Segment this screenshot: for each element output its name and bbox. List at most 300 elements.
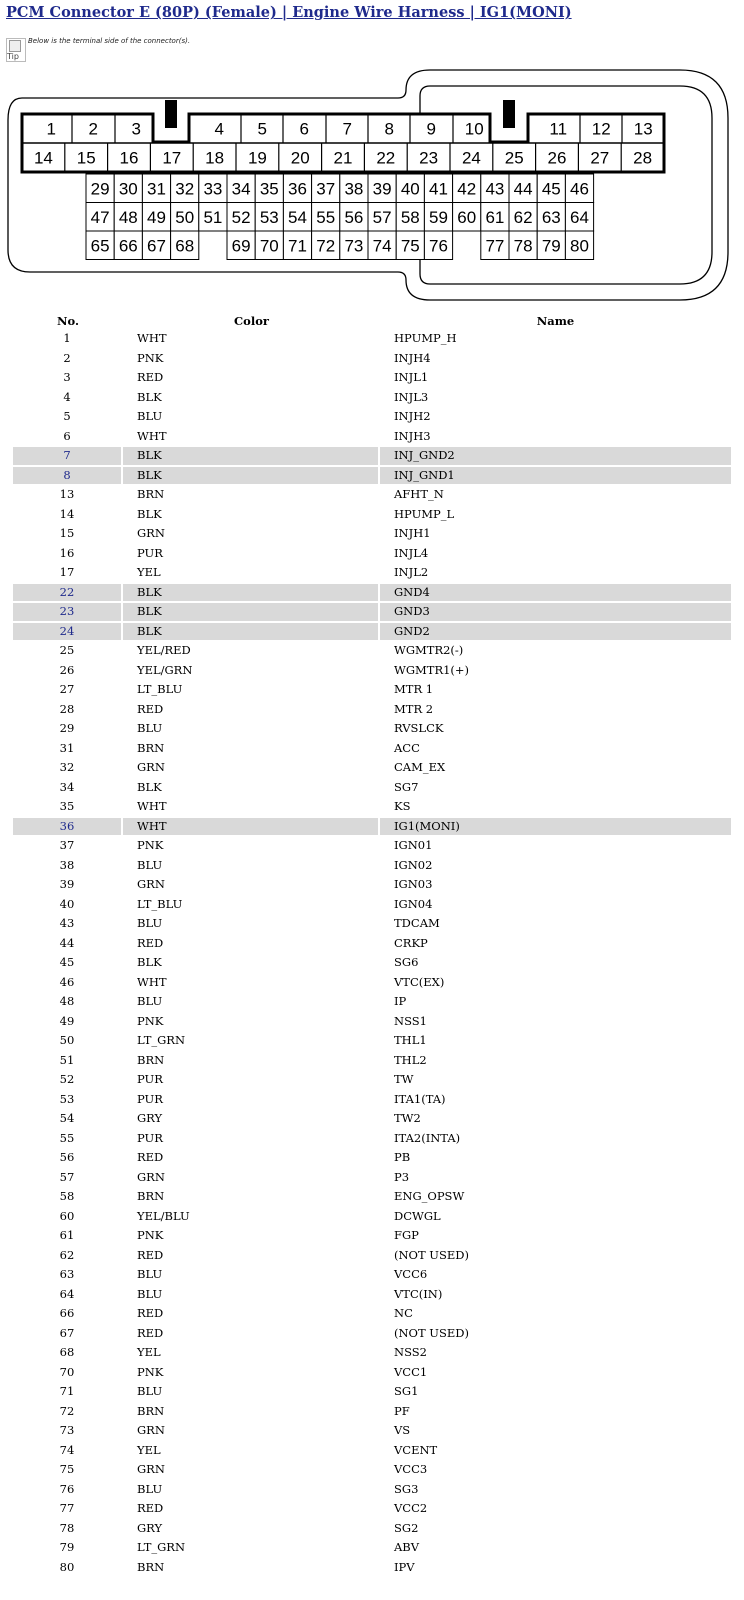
cell-no: 29 — [13, 720, 123, 738]
cell-name: SG6 — [394, 955, 419, 969]
cell-no: 73 — [13, 1422, 123, 1440]
table-row — [13, 330, 731, 348]
cell-color: YEL/BLU — [123, 1208, 380, 1226]
table-row — [13, 1130, 731, 1148]
table-row — [13, 1422, 731, 1440]
cell-name: AFHT_N — [394, 487, 444, 501]
cell-no[interactable]: 36 — [13, 818, 123, 836]
cell-name: IGN03 — [394, 877, 433, 891]
table-row — [13, 954, 731, 972]
cell-color: YEL — [123, 1442, 380, 1460]
cell-no: 56 — [13, 1149, 123, 1167]
table-row — [13, 525, 731, 543]
cell-no: 39 — [13, 876, 123, 894]
table-row — [13, 935, 731, 953]
cell-color: BRN — [123, 1403, 380, 1421]
cell-color: RED — [123, 1500, 380, 1518]
pin-label: 18 — [205, 148, 225, 168]
table-row — [13, 1032, 731, 1050]
cell-no: 17 — [13, 564, 123, 582]
table-row — [13, 1071, 731, 1089]
cell-name: KS — [394, 799, 411, 813]
cell-no[interactable]: 23 — [13, 603, 123, 621]
table-row — [13, 1305, 731, 1323]
page-title[interactable]: PCM Connector E (80P) (Female) | Engine Wire Harness | IG1(MONI) — [6, 4, 572, 21]
pin-label: 30 — [118, 179, 138, 199]
tip-icon — [6, 38, 26, 62]
cell-name: THL2 — [394, 1052, 427, 1067]
cell-no: 25 — [13, 642, 123, 660]
cell-color: WHT — [123, 798, 380, 816]
cell-color: GRN — [123, 525, 380, 543]
pin-label: 42 — [457, 179, 477, 199]
cell-color: BLU — [123, 1481, 380, 1499]
cell-no: 1 — [13, 330, 123, 348]
cell-no: 32 — [13, 759, 123, 777]
cell-color: PUR — [123, 1091, 380, 1109]
cell-name: INJL3 — [394, 389, 429, 404]
cell-name: INJH2 — [394, 409, 431, 423]
cell-color: RED — [123, 1325, 380, 1343]
cell-no: 46 — [13, 974, 123, 992]
cell-name: INJH4 — [394, 350, 431, 365]
pin-label: 51 — [203, 207, 223, 227]
cell-name: IPV — [394, 1559, 415, 1574]
cell-name: MTR 2 — [394, 701, 434, 716]
table-row — [13, 486, 731, 504]
pin-label: 66 — [118, 236, 138, 256]
cell-color: BLK — [123, 779, 380, 797]
pin-label: 25 — [504, 148, 524, 168]
cell-no[interactable]: 8 — [13, 467, 123, 485]
pin-label: 67 — [147, 236, 166, 256]
cell-name: INJ_GND1 — [380, 467, 731, 485]
cell-color: BLK — [123, 623, 380, 641]
pin-label: 59 — [429, 207, 448, 227]
tip-text: Below is the terminal side of the connector(s). — [28, 37, 191, 45]
pin-label: 24 — [461, 148, 481, 168]
cell-name: INJL1 — [394, 370, 429, 384]
cell-color: LT_BLU — [123, 681, 380, 699]
cell-color: RED — [123, 701, 380, 719]
cell-name: THL1 — [394, 1033, 427, 1047]
table-row — [13, 779, 731, 797]
table-row — [13, 584, 731, 602]
table-row — [13, 1461, 731, 1479]
pin-label: 34 — [231, 179, 251, 199]
cell-no: 51 — [13, 1052, 123, 1070]
cell-color: WHT — [123, 428, 380, 446]
cell-no: 6 — [13, 428, 123, 446]
pin-label: 64 — [570, 207, 589, 227]
pin-label: 8 — [384, 119, 394, 139]
cell-color: BRN — [123, 1559, 380, 1577]
cell-no: 38 — [13, 857, 123, 875]
cell-no: 63 — [13, 1266, 123, 1284]
cell-color: WHT — [123, 330, 380, 348]
cell-color: BRN — [123, 1052, 380, 1070]
col-header-color: Color — [234, 314, 269, 328]
table-row — [13, 876, 731, 894]
table-row — [13, 1520, 731, 1538]
pin-label: 22 — [376, 148, 396, 168]
pin-label: 77 — [485, 236, 505, 256]
cell-color: BLU — [123, 857, 380, 875]
pin-label: 44 — [513, 179, 533, 199]
cell-name: NSS1 — [394, 1013, 427, 1028]
table-row — [13, 1091, 731, 1109]
pin-label: 79 — [541, 236, 561, 256]
cell-color: BLK — [123, 467, 380, 485]
pin-label: 23 — [419, 148, 439, 168]
table-row — [13, 1539, 731, 1557]
cell-no: 43 — [13, 915, 123, 933]
table-row — [13, 1286, 731, 1304]
cell-no: 78 — [13, 1520, 123, 1538]
table-row — [13, 1052, 731, 1070]
cell-no: 68 — [13, 1344, 123, 1362]
cell-no: 71 — [13, 1383, 123, 1401]
tip-label: Tip — [7, 52, 19, 61]
connector-diagram — [0, 66, 744, 312]
pin-label: 61 — [485, 207, 505, 227]
cell-name: ITA1(TA) — [394, 1091, 446, 1106]
cell-name: IG1(MONI) — [380, 818, 731, 836]
table-row — [13, 389, 731, 407]
pin-label: 50 — [175, 207, 195, 227]
cell-no: 58 — [13, 1188, 123, 1206]
pin-label: 20 — [290, 148, 310, 168]
cell-name: PF — [394, 1403, 410, 1418]
pin-label: 72 — [316, 236, 336, 256]
cell-color: PNK — [123, 1364, 380, 1382]
cell-no: 52 — [13, 1071, 123, 1089]
cell-no: 67 — [13, 1325, 123, 1343]
cell-name: VS — [394, 1423, 411, 1437]
table-row — [13, 720, 731, 738]
table-row — [13, 1559, 731, 1577]
cell-name: IGN02 — [394, 857, 433, 872]
cell-color: GRN — [123, 1169, 380, 1187]
pin-label: 2 — [88, 119, 98, 139]
cell-no: 48 — [13, 993, 123, 1011]
cell-name: WGMTR2(-) — [394, 643, 464, 657]
cell-no: 35 — [13, 798, 123, 816]
cell-no: 62 — [13, 1247, 123, 1265]
table-row — [13, 467, 731, 485]
cell-color: PUR — [123, 1130, 380, 1148]
cell-no: 3 — [13, 369, 123, 387]
cell-name: ENG_OPSW — [394, 1189, 465, 1203]
cell-no: 77 — [13, 1500, 123, 1518]
table-row — [13, 857, 731, 875]
pin-label: 5 — [257, 119, 267, 139]
pin-label: 32 — [175, 179, 195, 199]
cell-no: 53 — [13, 1091, 123, 1109]
table-row — [13, 506, 731, 524]
cell-no[interactable]: 22 — [13, 584, 123, 602]
pin-label: 41 — [429, 179, 448, 199]
table-row — [13, 818, 731, 836]
cell-color: WHT — [123, 818, 380, 836]
pin-label: 29 — [90, 179, 110, 199]
table-row — [13, 1266, 731, 1284]
table-header-row — [13, 314, 731, 328]
cell-name: IP — [394, 994, 407, 1008]
cell-name: HPUMP_L — [394, 506, 455, 521]
cell-name: IGN04 — [394, 896, 433, 911]
cell-no: 80 — [13, 1559, 123, 1577]
cell-color: BLU — [123, 1286, 380, 1304]
pin-label: 58 — [400, 207, 420, 227]
cell-name: INJL4 — [394, 545, 429, 560]
cell-name: (NOT USED) — [394, 1325, 469, 1340]
pin-label: 46 — [570, 179, 589, 199]
cell-color: BLU — [123, 993, 380, 1011]
pin-label: 7 — [342, 119, 352, 139]
table-row — [13, 1247, 731, 1265]
cell-color: RED — [123, 1149, 380, 1167]
table-row — [13, 1013, 731, 1031]
cell-no: 13 — [13, 486, 123, 504]
table-row — [13, 1149, 731, 1167]
cell-no: 27 — [13, 681, 123, 699]
pin-label: 11 — [549, 119, 568, 139]
pin-label: 38 — [344, 179, 364, 199]
cell-color: BLU — [123, 720, 380, 738]
cell-color: GRN — [123, 759, 380, 777]
cell-name: VCC3 — [394, 1462, 428, 1476]
table-row — [13, 564, 731, 582]
cell-name: SG7 — [394, 779, 419, 794]
cell-no: 50 — [13, 1032, 123, 1050]
cell-color: PNK — [123, 1013, 380, 1031]
cell-name: VCC2 — [394, 1501, 428, 1515]
cell-color: LT_GRN — [123, 1539, 380, 1557]
table-row — [13, 1442, 731, 1460]
table-row — [13, 1481, 731, 1499]
cell-no: 64 — [13, 1286, 123, 1304]
pin-label: 1 — [46, 119, 56, 139]
cell-name: INJH1 — [394, 526, 431, 540]
pin-label: 56 — [344, 207, 364, 227]
cell-color: BLU — [123, 1266, 380, 1284]
pin-label: 53 — [259, 207, 279, 227]
cell-name: DCWGL — [394, 1208, 441, 1223]
cell-color: PNK — [123, 837, 380, 855]
pin-label: 45 — [541, 179, 561, 199]
pin-label: 47 — [90, 207, 110, 227]
table-row — [13, 974, 731, 992]
cell-name: RVSLCK — [394, 721, 444, 735]
table-row — [13, 662, 731, 680]
pin-label: 71 — [288, 236, 307, 256]
pin-label: 10 — [464, 119, 484, 139]
cell-color: BLK — [123, 389, 380, 407]
table-row — [13, 408, 731, 426]
table-row — [13, 896, 731, 914]
cell-name: CAM_EX — [394, 760, 446, 774]
table-row — [13, 1325, 731, 1343]
cell-name: NSS2 — [394, 1345, 427, 1359]
table-row — [13, 681, 731, 699]
cell-no: 55 — [13, 1130, 123, 1148]
cell-no: 57 — [13, 1169, 123, 1187]
cell-name: SG3 — [394, 1481, 419, 1496]
table-row — [13, 837, 731, 855]
pin-label: 9 — [426, 119, 436, 139]
cell-name: MTR 1 — [394, 682, 434, 696]
table-row — [13, 447, 731, 465]
cell-name: P3 — [394, 1169, 410, 1184]
table-row — [13, 1208, 731, 1226]
cell-color: GRN — [123, 1461, 380, 1479]
cell-color: BLU — [123, 1383, 380, 1401]
cell-color: BRN — [123, 1188, 380, 1206]
pin-label: 74 — [372, 236, 392, 256]
cell-color: PUR — [123, 545, 380, 563]
key-left — [165, 100, 177, 128]
cell-no: 49 — [13, 1013, 123, 1031]
table-row — [13, 759, 731, 777]
cell-name: (NOT USED) — [394, 1247, 469, 1262]
table-row — [13, 1500, 731, 1518]
cell-no: 31 — [13, 740, 123, 758]
cell-no[interactable]: 7 — [13, 447, 123, 465]
pin-label: 26 — [547, 148, 567, 168]
cell-color: LT_GRN — [123, 1032, 380, 1050]
cell-no: 45 — [13, 954, 123, 972]
cell-color: RED — [123, 935, 380, 953]
cell-color: BLK — [123, 584, 380, 602]
pin-label: 40 — [400, 179, 420, 199]
pin-label: 80 — [570, 236, 589, 256]
pin-table — [13, 312, 731, 1578]
table-row — [13, 1383, 731, 1401]
cell-no: 37 — [13, 837, 123, 855]
cell-name: PB — [394, 1150, 411, 1164]
table-row — [13, 1344, 731, 1362]
cell-name: INJL2 — [394, 565, 429, 579]
cell-no: 70 — [13, 1364, 123, 1382]
cell-name: INJH3 — [394, 428, 431, 443]
cell-name: INJ_GND2 — [380, 447, 731, 465]
pin-label: 14 — [33, 148, 53, 168]
cell-name: TW — [394, 1072, 414, 1086]
cell-name: SG1 — [394, 1384, 419, 1398]
cell-color: RED — [123, 1247, 380, 1265]
cell-color: PNK — [123, 350, 380, 368]
cell-no: 74 — [13, 1442, 123, 1460]
pin-label: 69 — [231, 236, 251, 256]
pin-label: 33 — [203, 179, 223, 199]
cell-color: BLU — [123, 408, 380, 426]
pin-label: 62 — [513, 207, 533, 227]
table-row — [13, 1110, 731, 1128]
cell-color: BLK — [123, 603, 380, 621]
table-row — [13, 350, 731, 368]
cell-color: BLK — [123, 506, 380, 524]
col-header-name: Name — [536, 314, 575, 328]
broken-image-icon — [9, 40, 21, 52]
pin-label: 15 — [76, 148, 96, 168]
cell-no: 15 — [13, 525, 123, 543]
pin-label: 39 — [372, 179, 392, 199]
cell-name: IGN01 — [394, 838, 433, 852]
cell-no: 16 — [13, 545, 123, 563]
pin-label: 43 — [485, 179, 505, 199]
pin-label: 19 — [247, 148, 267, 168]
cell-color: BLK — [123, 447, 380, 465]
table-row — [13, 993, 731, 1011]
cell-no: 61 — [13, 1227, 123, 1245]
cell-no: 60 — [13, 1208, 123, 1226]
cell-name: TW2 — [394, 1111, 421, 1125]
pin-label: 63 — [541, 207, 561, 227]
pin-label: 13 — [633, 119, 653, 139]
table-row — [13, 428, 731, 446]
cell-no: 26 — [13, 662, 123, 680]
cell-name: SG2 — [394, 1520, 419, 1535]
cell-color: YEL/RED — [123, 642, 380, 660]
cell-color: RED — [123, 1305, 380, 1323]
pin-label: 57 — [372, 207, 392, 227]
table-row — [13, 915, 731, 933]
cell-no: 54 — [13, 1110, 123, 1128]
cell-color: GRY — [123, 1110, 380, 1128]
pin-label: 31 — [147, 179, 166, 199]
pin-table-body — [13, 330, 731, 1576]
pin-label: 27 — [590, 148, 610, 168]
pin-label: 73 — [344, 236, 364, 256]
cell-name: VCC1 — [394, 1364, 428, 1379]
cell-color: RED — [123, 369, 380, 387]
cell-no: 76 — [13, 1481, 123, 1499]
pin-label: 12 — [591, 119, 611, 139]
cell-name: ITA2(INTA) — [394, 1130, 461, 1145]
pin-label: 70 — [259, 236, 279, 256]
table-row — [13, 1169, 731, 1187]
cell-name: VTC(EX) — [394, 974, 445, 989]
cell-name: HPUMP_H — [394, 331, 457, 345]
cell-name: GND3 — [380, 603, 731, 621]
key-right — [503, 100, 515, 128]
cell-no: 79 — [13, 1539, 123, 1557]
cell-name: GND4 — [380, 584, 731, 602]
cell-no: 75 — [13, 1461, 123, 1479]
pin-label: 48 — [118, 207, 138, 227]
cell-name: ACC — [394, 740, 420, 755]
pin-label: 68 — [175, 236, 195, 256]
table-row — [13, 545, 731, 563]
cell-name: WGMTR1(+) — [394, 662, 470, 677]
cell-name: VCENT — [394, 1442, 438, 1457]
cell-no[interactable]: 24 — [13, 623, 123, 641]
pin-label: 6 — [299, 119, 309, 139]
cell-color: BLK — [123, 954, 380, 972]
cell-name: GND2 — [380, 623, 731, 641]
cell-no: 44 — [13, 935, 123, 953]
table-row — [13, 623, 731, 641]
pin-label: 35 — [259, 179, 279, 199]
cell-color: GRY — [123, 1520, 380, 1538]
table-row — [13, 1364, 731, 1382]
table-row — [13, 369, 731, 387]
cell-no: 5 — [13, 408, 123, 426]
cell-color: LT_BLU — [123, 896, 380, 914]
cell-no: 34 — [13, 779, 123, 797]
pin-label: 3 — [131, 119, 141, 139]
